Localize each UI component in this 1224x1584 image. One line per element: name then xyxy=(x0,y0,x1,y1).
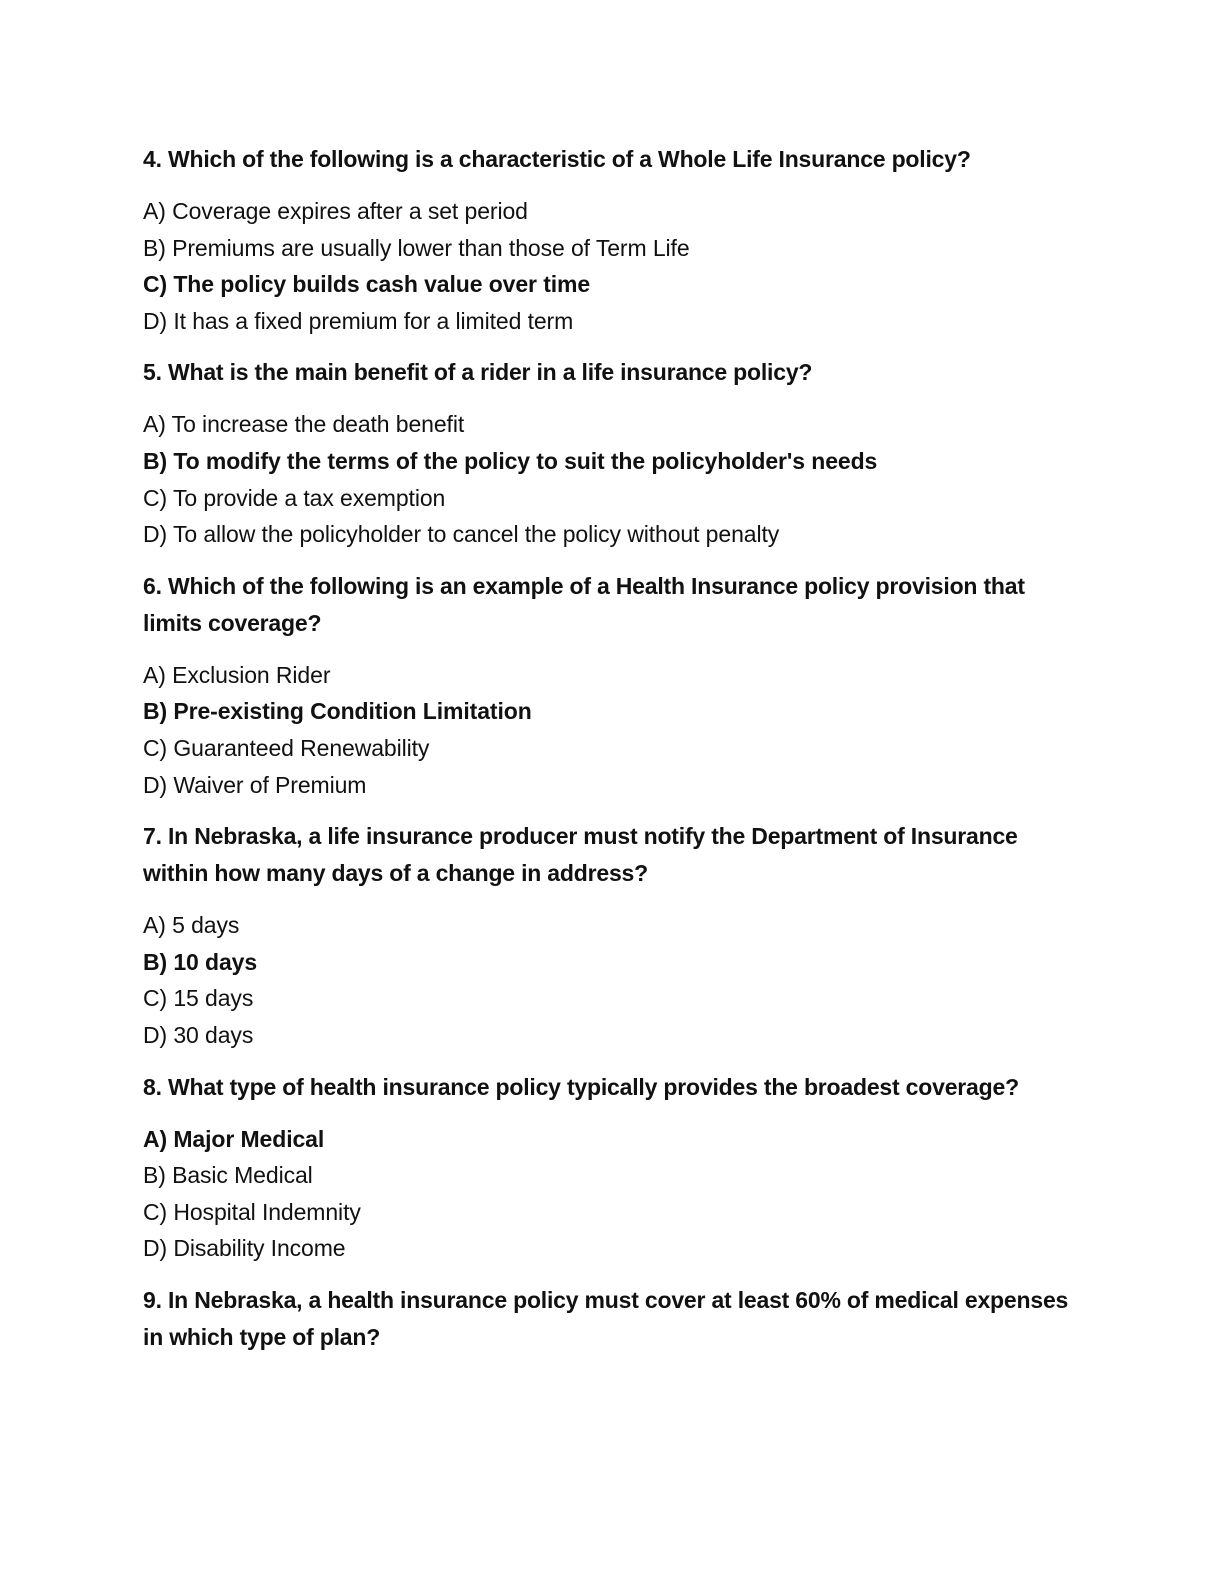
option-7b-correct: B) 10 days xyxy=(143,948,258,975)
option-7c: C) 15 days xyxy=(143,985,254,1012)
option-4b: B) Premiums are usually lower than those of Term Life xyxy=(143,234,690,261)
option-8a-correct: A) Major Medical xyxy=(143,1125,325,1152)
option-7d: D) 30 days xyxy=(143,1021,254,1048)
option-6d: D) Waiver of Premium xyxy=(143,771,367,798)
options-6 xyxy=(143,657,1083,803)
question-4: 4. Which of the following is a characteristic of a Whole Life Insurance policy? xyxy=(143,146,971,172)
quiz-page xyxy=(143,141,1083,1371)
question-5: 5. What is the main benefit of a rider in a life insurance policy? xyxy=(143,359,813,386)
option-6a: A) Exclusion Rider xyxy=(143,661,331,688)
question-9: 9. In Nebraska, a health insurance policy must cover at least 60% of medical expenses in which type of plan? xyxy=(143,1286,1069,1350)
options-5 xyxy=(143,406,1083,552)
option-8b: B) Basic Medical xyxy=(143,1162,313,1189)
option-8c: C) Hospital Indemnity xyxy=(143,1198,361,1225)
option-4c-correct: C) The policy builds cash value over time xyxy=(143,271,591,298)
option-4a: A) Coverage expires after a set period xyxy=(143,198,528,224)
option-5d: D) To allow the policyholder to cancel the policy without penalty xyxy=(143,521,780,548)
question-7: 7. In Nebraska, a life insurance producer must notify the Department of Insurance within how many days of a change in address? xyxy=(143,823,1018,887)
options-7 xyxy=(143,907,1083,1053)
question-6: 6. Which of the following is an example of a Health Insurance policy provision that limits coverage? xyxy=(143,572,1025,636)
option-8d: D) Disability Income xyxy=(143,1235,346,1262)
option-6b-correct: B) Pre-existing Condition Limitation xyxy=(143,698,532,725)
question-8: 8. What type of health insurance policy typically provides the broadest coverage? xyxy=(143,1073,1019,1100)
options-8 xyxy=(143,1121,1083,1267)
option-7a: A) 5 days xyxy=(143,912,240,939)
option-4d: D) It has a fixed premium for a limited term xyxy=(143,307,574,334)
option-5a: A) To increase the death benefit xyxy=(143,411,465,438)
option-5b-correct: B) To modify the terms of the policy to suit the policyholder's needs xyxy=(143,447,878,474)
option-5c: C) To provide a tax exemption xyxy=(143,484,446,511)
options-4 xyxy=(143,193,1083,339)
option-6c: C) Guaranteed Renewability xyxy=(143,734,430,761)
